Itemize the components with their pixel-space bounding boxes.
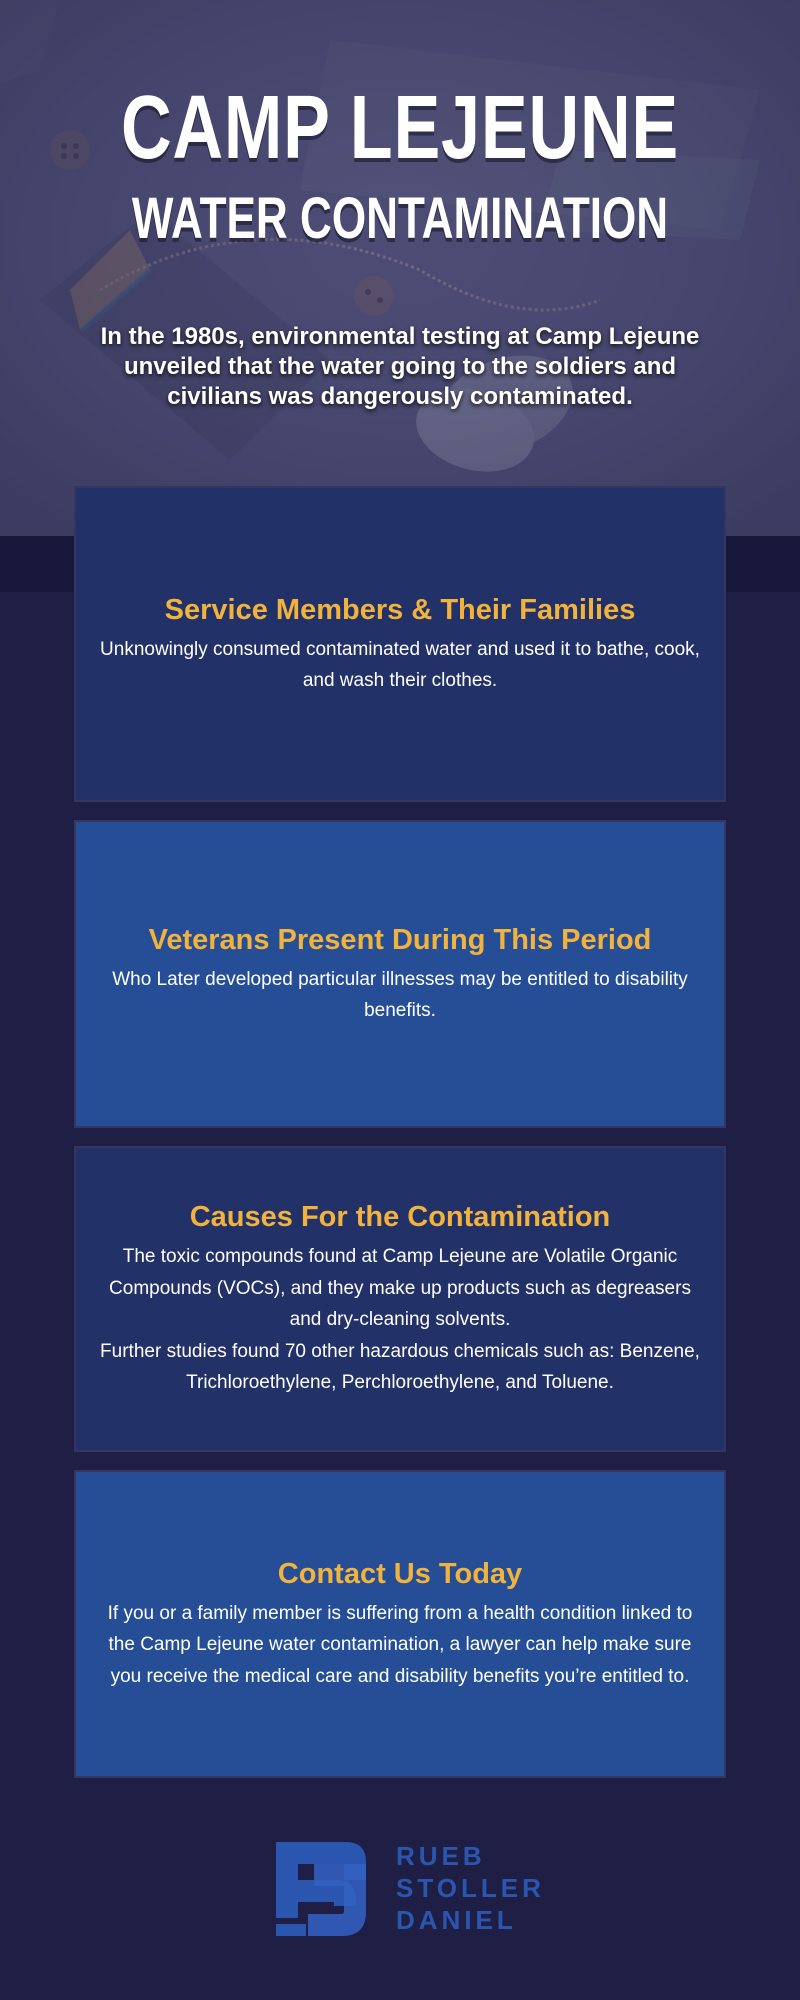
rsd-monogram-icon	[266, 1834, 386, 1940]
card-body: If you or a family member is suffering from a health condition linked to the Camp Lejeune water contamination, a lawyer can help make sure you receive the medical care and disability benefits you’re entitled to.	[107, 1602, 693, 1687]
veterans-card	[74, 820, 726, 1128]
logo-wordmark	[396, 1840, 545, 1936]
company-logo	[266, 1834, 546, 1944]
logo-line-3: DANIEL	[396, 1905, 517, 1935]
page-title: CAMP LEJEUNE	[120, 78, 680, 178]
card-heading: Causes For the Contamination	[189, 1201, 611, 1234]
page-subtitle: WATER CONTAMINATION	[131, 186, 669, 251]
logo-line-2: STOLLER	[396, 1873, 545, 1903]
service-members-card	[74, 486, 726, 802]
card-heading: Veterans Present During This Period	[148, 923, 652, 956]
card-body: Who Later developed particular illnesses may be entitled to disability benefits.	[112, 968, 688, 1021]
card-body: The toxic compounds found at Camp Lejeune are Volatile Organic Compounds (VOCs), and they make up products such as degreasers and dry-cleaning solvents.	[109, 1246, 691, 1331]
contact-card	[74, 1470, 726, 1778]
logo-line-1: RUEB	[396, 1841, 486, 1871]
hero-banner	[0, 0, 800, 536]
card-heading: Contact Us Today	[277, 1557, 523, 1590]
intro-text: In the 1980s, environmental testing at Camp Lejeune unveiled that the water going to the soldiers and civilians was dangerously contaminated.	[100, 323, 700, 410]
causes-card	[74, 1146, 726, 1452]
card-body: Unknowingly consumed contaminated water and used it to bathe, cook, and wash their clothes.	[100, 638, 700, 691]
card-body-extra: Further studies found 70 other hazardous chemicals such as: Benzene, Trichloroethylene, Perchloroethylene, and Toluene.	[100, 1340, 700, 1394]
card-heading: Service Members & Their Families	[164, 593, 636, 626]
